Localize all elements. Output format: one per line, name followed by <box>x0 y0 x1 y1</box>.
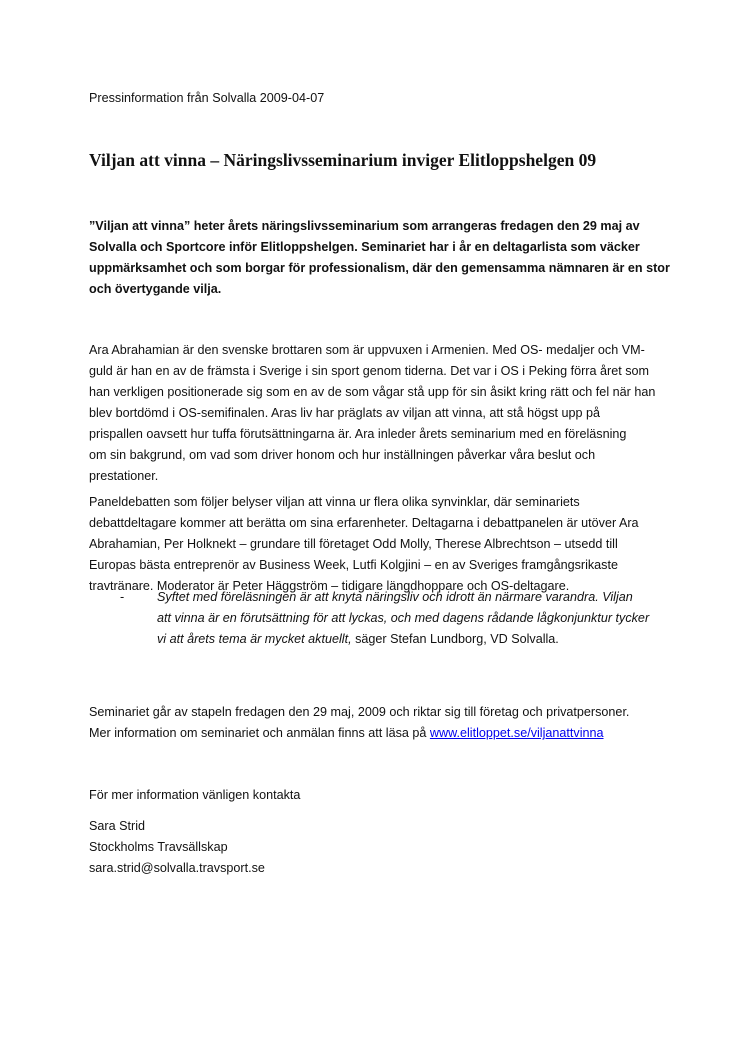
text-line: han verkligen positionerade sig som en av de som vågar stå upp för sin åsikt kring rätt och fel när han <box>89 385 656 399</box>
text-line: prestationer. <box>89 469 159 483</box>
text-line: Europas bästa entreprenör av Business Week, Lutfi Kolgjini – en av Sveriges framgångsrikaste <box>89 558 618 572</box>
text-line: om sin bakgrund, om vad som driver honom och hur inställningen påverkar våra beslut och <box>89 448 596 462</box>
contact-email: sara.strid@solvalla.travsport.se <box>89 861 265 875</box>
text-line: Abrahamian, Per Holknekt – grundare till företaget Odd Molly, Therese Albrechtson – utsedd till <box>89 537 618 551</box>
text-line: Paneldebatten som följer belyser viljan att vinna ur flera olika synvinklar, där seminariets <box>89 495 580 509</box>
lead-paragraph <box>89 216 670 300</box>
document-title: Viljan att vinna – Näringslivsseminarium inviger Elitloppshelgen 09 <box>89 150 597 170</box>
text-line: debattdeltagare kommer att berätta om sina erfarenheter. Deltagarna i debattpanelen är utöver Ara <box>89 516 639 530</box>
lead-line: ”Viljan att vinna” heter årets näringslivsseminarium som arrangeras fredagen den 29 maj av <box>89 219 640 233</box>
press-header: Pressinformation från Solvalla 2009-04-07 <box>89 91 325 105</box>
quote-block <box>157 587 649 650</box>
text-line: Ara Abrahamian är den svenske brottaren som är uppvuxen i Armenien. Med OS- medaljer och VM- <box>89 343 645 357</box>
seminar-link[interactable]: www.elitloppet.se/viljanattvinna <box>429 726 604 740</box>
lead-line: och övertygande vilja. <box>89 282 222 296</box>
quote-bullet: - <box>120 590 125 604</box>
quote-line: Syftet med föreläsningen är att knyta näringsliv och idrott än närmare varandra. Viljan <box>157 590 633 604</box>
text-line: guld är han en av de främsta i Sverige i sin sport genom tiderna. Det var i OS i Peking förra året som <box>89 364 649 378</box>
contact-intro: För mer information vänligen kontakta <box>89 788 301 802</box>
quote-line: vi att årets tema är mycket aktuellt, <box>157 632 352 646</box>
contact-block <box>89 816 265 879</box>
body-paragraph-2 <box>89 492 639 597</box>
lead-line: Solvalla och Sportcore inför Elitloppshelgen. Seminariet har i år en deltagarlista som väcker <box>89 240 640 254</box>
text-line: travtränare. Moderator är Peter Häggström – tidigare längdhoppare och OS-deltagare. <box>89 579 570 593</box>
body-paragraph-3 <box>89 702 629 744</box>
contact-organization: Stockholms Travsällskap <box>89 840 228 854</box>
text-line: blev bortdömd i OS-semifinalen. Aras liv har präglats av viljan att vinna, att stå högst upp på <box>89 406 601 420</box>
lead-line: uppmärksamhet och som borgar för professionalism, där den gemensamma nämnaren är en stor <box>89 261 670 275</box>
text-line: Mer information om seminariet och anmälan finns att läsa på <box>89 726 430 740</box>
quote-attribution: säger Stefan Lundborg, VD Solvalla. <box>351 632 559 646</box>
quote-line: att vinna är en förutsättning för att lyckas, och med dagens rådande lågkonjunktur tycker <box>157 611 650 625</box>
text-line: Seminariet går av stapeln fredagen den 29 maj, 2009 och riktar sig till företag och privatpersoner. <box>89 705 630 719</box>
contact-name: Sara Strid <box>89 819 145 833</box>
text-line: prispallen oavsett hur tuffa förutsättningarna är. Ara inleder årets seminarium med en föreläsning <box>89 427 627 441</box>
body-paragraph-1 <box>89 340 655 487</box>
